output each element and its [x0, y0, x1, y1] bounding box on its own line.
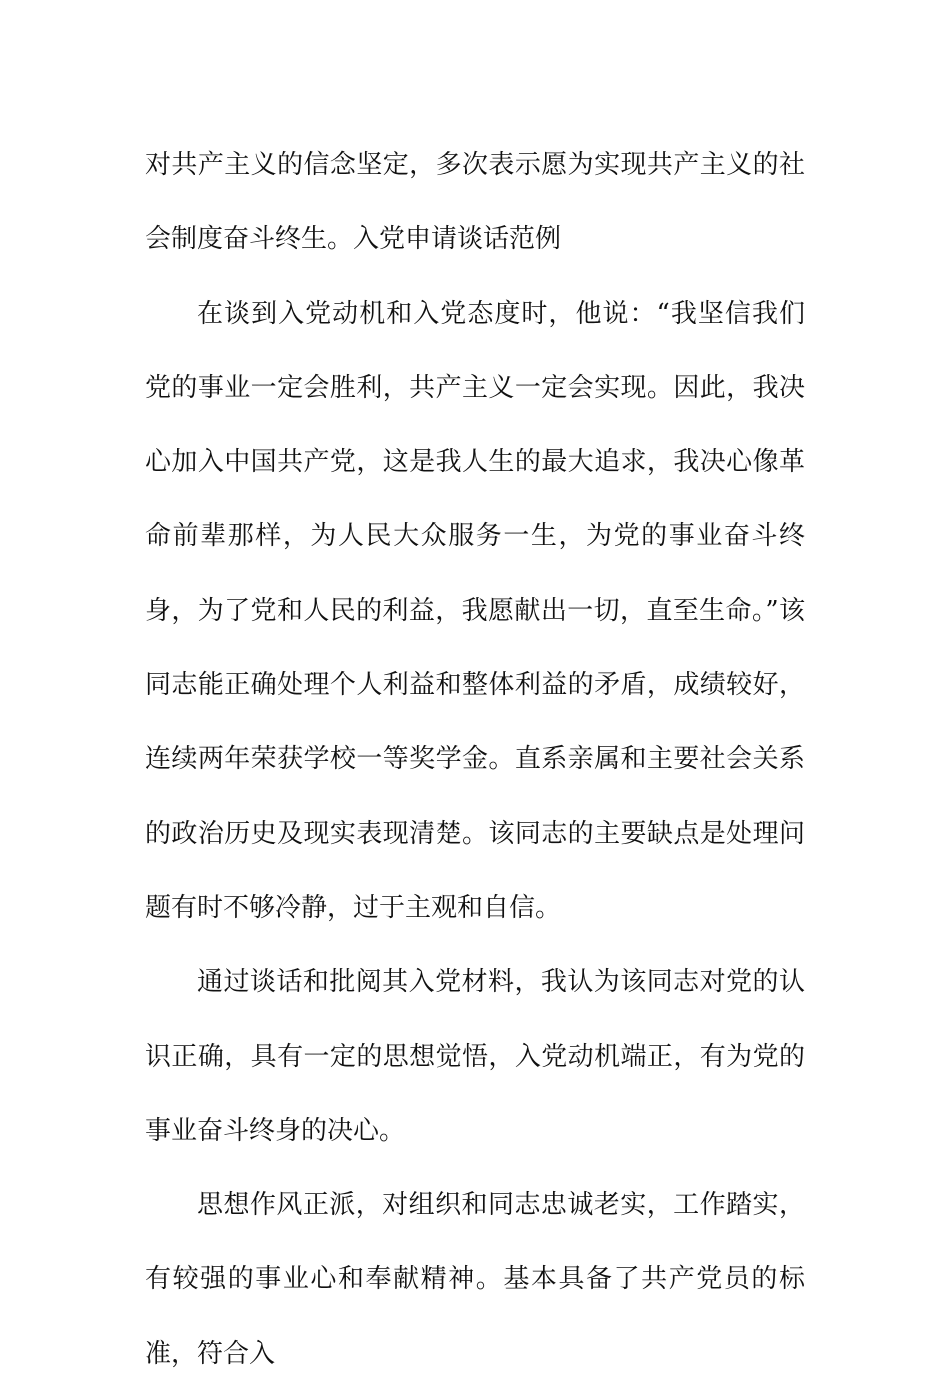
document-body: [145, 128, 805, 1391]
paragraph-2: 在谈到入党动机和入党态度时，他说：“我坚信我们党的事业一定会胜利，共产主义一定会实现。因此，我决心加入中国共产党，这是我人生的最大追求，我决心像革命前辈那样，为人民大众服务一生，为党的事业奋斗终身，为了党和人民的利益，我愿献出一切，直至生命。”该同志能正确处理个人利益和整体利益的矛盾，成绩较好，连续两年荣获学校一等奖学金。直系亲属和主要社会关系的政治历史及现实表现清楚。该同志的主要缺点是处理问题有时不够冷静，过于主观和自信。: [145, 298, 805, 923]
paragraph-3: 通过谈话和批阅其入党材料，我认为该同志对党的认识正确，具有一定的思想觉悟，入党动机端正，有为党的事业奋斗终身的决心。: [145, 967, 805, 1146]
paragraph-4: 思想作风正派，对组织和同志忠诚老实，工作踏实，有较强的事业心和奉献精神。基本具备了共产党员的标准，符合入: [145, 1190, 805, 1369]
paragraph-1: 对共产主义的信念坚定，多次表示愿为实现共产主义的社会制度奋斗终生。入党申请谈话范例: [145, 150, 805, 255]
